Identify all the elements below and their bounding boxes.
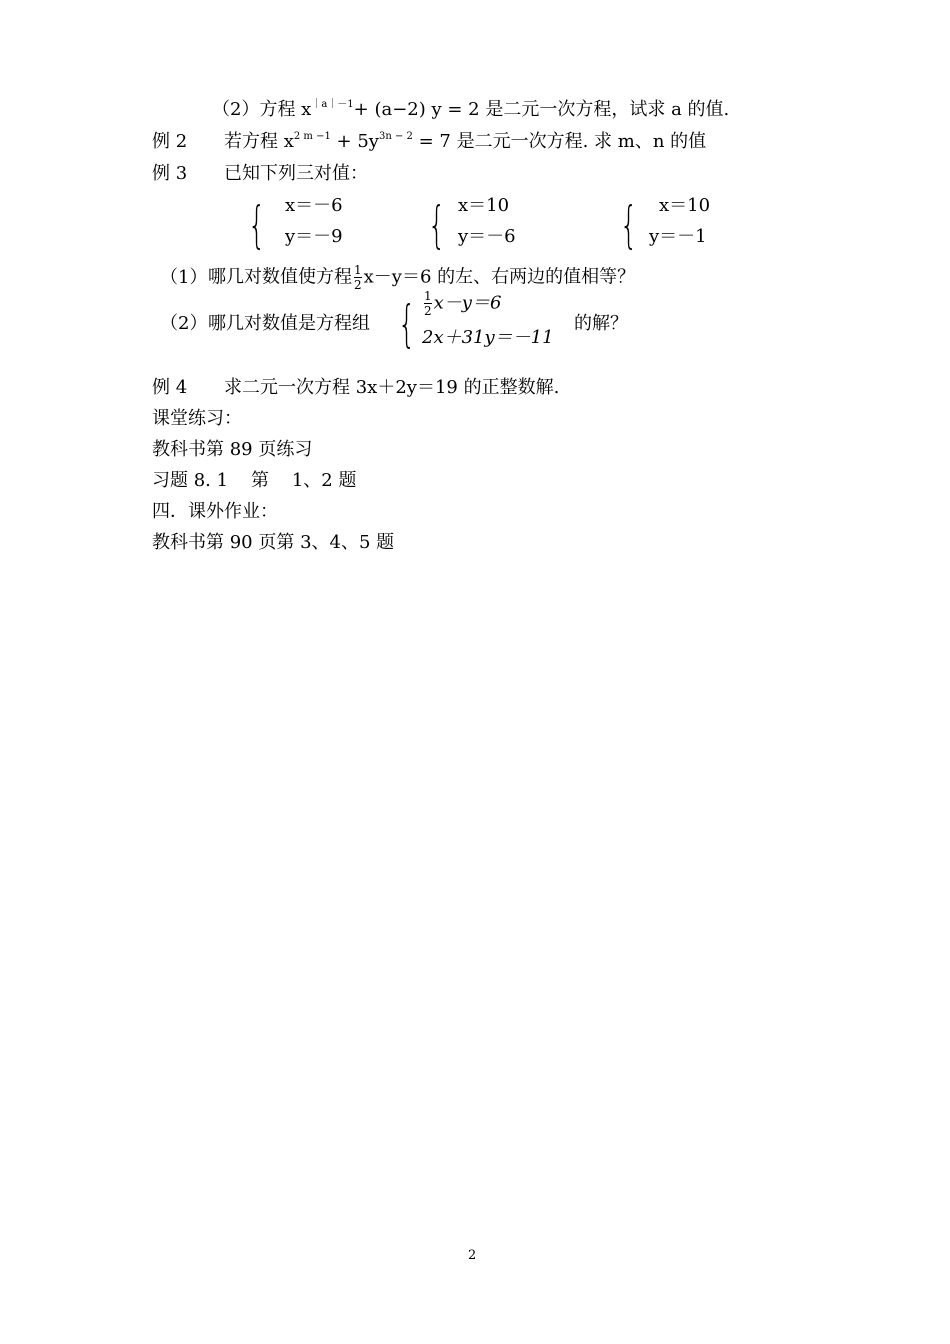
denominator: 2 (354, 278, 362, 292)
exponent: 3n − 2 (378, 131, 413, 142)
text: （2）方程 x (212, 99, 312, 120)
text: + 5y (330, 131, 379, 152)
pair-3-x: x＝10 (659, 195, 711, 216)
brace-icon: { (398, 295, 416, 353)
example-3 (152, 162, 368, 186)
text: 哪几对数值使方程 (208, 266, 352, 288)
text: = 7 是二元一次方程. 求 m、n 的值 (412, 131, 707, 152)
numerator: 1 (424, 289, 432, 303)
question-2-suffix: 的解？ (574, 313, 628, 334)
brace-icon: { (428, 196, 446, 254)
fraction (424, 290, 432, 317)
homework-assignment: 教科书第 90 页第 3、4、5 题 (152, 532, 395, 553)
text: x－y＝6 的左、右两边的值相等？ (363, 266, 636, 288)
exponent: 2 m −1 (293, 131, 331, 142)
system-eq-1 (422, 290, 501, 317)
denominator: 2 (424, 304, 432, 318)
text: 求二元一次方程 3x＋2y＝19 的正整数解. (224, 377, 560, 398)
pair-2-x: x＝10 (458, 195, 510, 216)
example-label: 例 4 (152, 377, 188, 398)
pair-2-y: y＝－6 (458, 226, 516, 247)
question-2 (160, 312, 370, 336)
question-label: （1） (160, 266, 208, 288)
question-label: （2） (160, 313, 208, 334)
brace-icon: { (620, 196, 638, 254)
question-1 (160, 264, 635, 291)
example-2 (152, 130, 706, 154)
text: 若方程 x (224, 131, 294, 152)
example-4 (152, 376, 559, 400)
brace-icon: { (248, 196, 266, 254)
example-label: 例 3 (152, 163, 188, 184)
page-number: 2 (468, 1248, 477, 1263)
text: 哪几对数值是方程组 (208, 313, 370, 334)
pair-3-y: y＝－1 (649, 226, 707, 247)
exponent: ｜a｜－1 (311, 99, 354, 110)
text: x－y＝6 (433, 292, 502, 314)
pair-1-y: y＝－9 (285, 226, 343, 247)
system-eq-2: 2x＋31y＝－11 (422, 327, 554, 348)
numerator: 1 (354, 263, 362, 277)
practice-heading: 课堂练习： (152, 408, 242, 429)
textbook-exercise: 教科书第 89 页练习 (152, 439, 313, 460)
line-part2 (212, 98, 729, 122)
example-label: 例 2 (152, 131, 188, 152)
pair-1-x: x＝－6 (285, 195, 343, 216)
text: 已知下列三对值： (224, 163, 368, 184)
text: + (a−2) y = 2 是二元一次方程，试求 a 的值. (353, 99, 730, 120)
fraction (354, 264, 362, 291)
homework-heading: 四．课外作业： (152, 501, 278, 522)
problem-set: 习题 8. 1 第 1、2 题 (152, 470, 357, 491)
